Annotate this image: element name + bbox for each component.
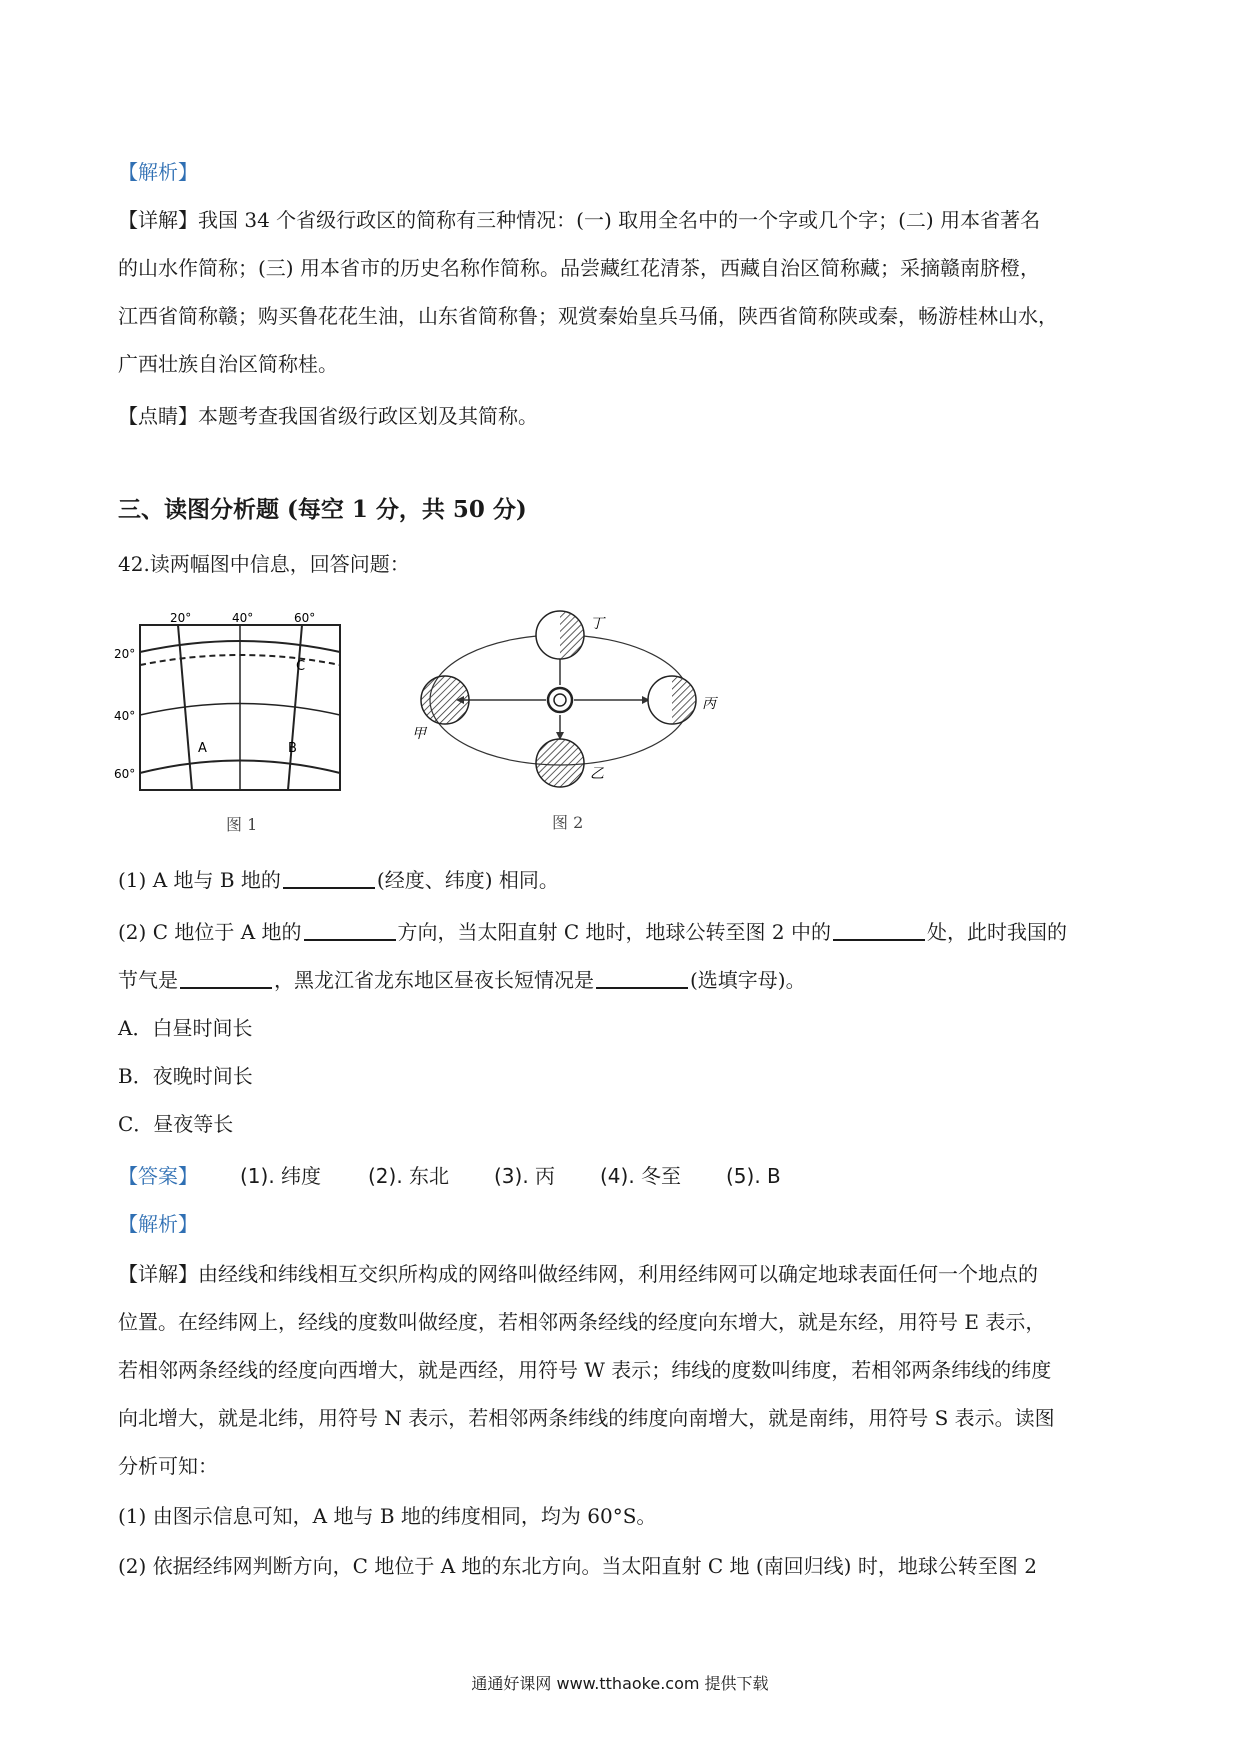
fig1-lon-label-40: 40° [232,611,254,625]
answer-item-1: (1). 纬度 [240,1164,322,1188]
q42-stem: 42.读两幅图中信息，回答问题： [118,552,410,576]
fig1-lat-label-20: 20° [114,647,136,661]
answer-blank-3 [833,919,925,941]
q41-detail-line3: 江西省简称赣；购买鲁花花生油，山东省简称鲁；观赏秦始皇兵马俑，陕西省简称陕或秦，畅游桂林山水， [118,304,1058,328]
q41-detail-line1: 【详解】我国 34 个省级行政区的简称有三种情况：(一) 取用全名中的一个字或几个字；(二) 用本省著名 [118,208,1041,232]
q41-detail-line2: 的山水作简称；(三) 用本省市的历史名称作简称。品尝藏红花清茶，西藏自治区简称藏；采摘赣南脐橙， [118,256,1040,280]
option-a: A．白昼时间长 [118,1016,253,1040]
answer-item-4: (4). 冬至 [600,1164,682,1188]
fig1-lat-label-60: 60° [114,767,136,781]
q42-detail-line5: 分析可知： [118,1454,218,1478]
fig1-point-b: B [288,741,297,756]
answer-blank-1 [283,867,375,889]
figure2-caption: 图 2 [552,813,584,832]
figure1-caption: 图 1 [226,815,258,834]
fig2-label-ding: 丁 [590,616,604,632]
answer-item-3: (3). 丙 [494,1164,556,1188]
figure2-revolution [400,600,745,795]
q42-detail-line4: 向北增大，就是北纬，用符号 N 表示，若相邻两条纬线的纬度向南增大，就是南纬，用符号 S 表示。读图 [118,1406,1055,1430]
q41-point: 【点睛】本题考查我国省级行政区划及其简称。 [118,404,538,428]
answer-blank-4 [180,967,272,989]
q42-detail-line3: 若相邻两条经线的经度向西增大，就是西经，用符号 W 表示；纬线的度数叫纬度，若相邻两条纬线的纬度 [118,1358,1052,1382]
page-footer: 通通好课网 www.tthaoke.com 提供下载 [471,1674,769,1693]
q42-sub2-line1: (2) C 地位于 A 地的 方向，当太阳直射 C 地时，地球公转至图 2 中的 处，此时我国的 [118,920,1067,944]
jiexi-label-top: 【解析】 [118,160,198,184]
q42-detail-line1: 【详解】由经线和纬线相互交织所构成的网络叫做经纬网，利用经纬网可以确定地球表面任何一个地点的 [118,1262,1038,1286]
fig1-lon-label-20: 20° [170,611,192,625]
fig1-lon-label-60: 60° [294,611,316,625]
option-b: B．夜晚时间长 [118,1064,253,1088]
q42-detail-line7: (2) 依据经纬网判断方向，C 地位于 A 地的东北方向。当太阳直射 C 地 (南回归线) 时，地球公转至图 2 [118,1554,1037,1578]
q42-detail-line6: (1) 由图示信息可知，A 地与 B 地的纬度相同，均为 60°S。 [118,1504,657,1528]
answer-item-2: (2). 东北 [368,1164,450,1188]
q42-sub2-line2: 节气是 ，黑龙江省龙东地区昼夜长短情况是 (选填字母)。 [118,968,806,992]
answer-blank-5 [596,967,688,989]
fig2-earth-yi [536,739,584,787]
figure1-graticule [112,610,352,795]
q42-detail-line2: 位置。在经纬网上，经线的度数叫做经度，若相邻两条经线的经度向东增大，就是东经，用符号 E 表示， [118,1310,1046,1334]
answer-item-5: (5). B [726,1164,781,1188]
fig1-point-c: C [296,659,306,674]
fig2-label-yi: 乙 [590,766,604,782]
fig2-earth-jia [421,676,469,724]
answer-blank-2 [304,919,396,941]
fig1-point-a: A [198,741,207,756]
fig1-lat-label-40: 40° [114,709,136,723]
fig2-label-jia: 甲 [412,726,426,742]
q41-detail-line4: 广西壮族自治区简称桂。 [118,352,338,376]
fig2-label-bing: 丙 [702,696,716,712]
section-title: 三、读图分析题 (每空 1 分，共 50 分) [118,496,527,523]
q42-sub1: (1) A 地与 B 地的 (经度、纬度) 相同。 [118,868,559,892]
option-c: C．昼夜等长 [118,1112,234,1136]
answer-label: 【答案】 [118,1164,198,1188]
jiexi-label-q42: 【解析】 [118,1212,198,1236]
